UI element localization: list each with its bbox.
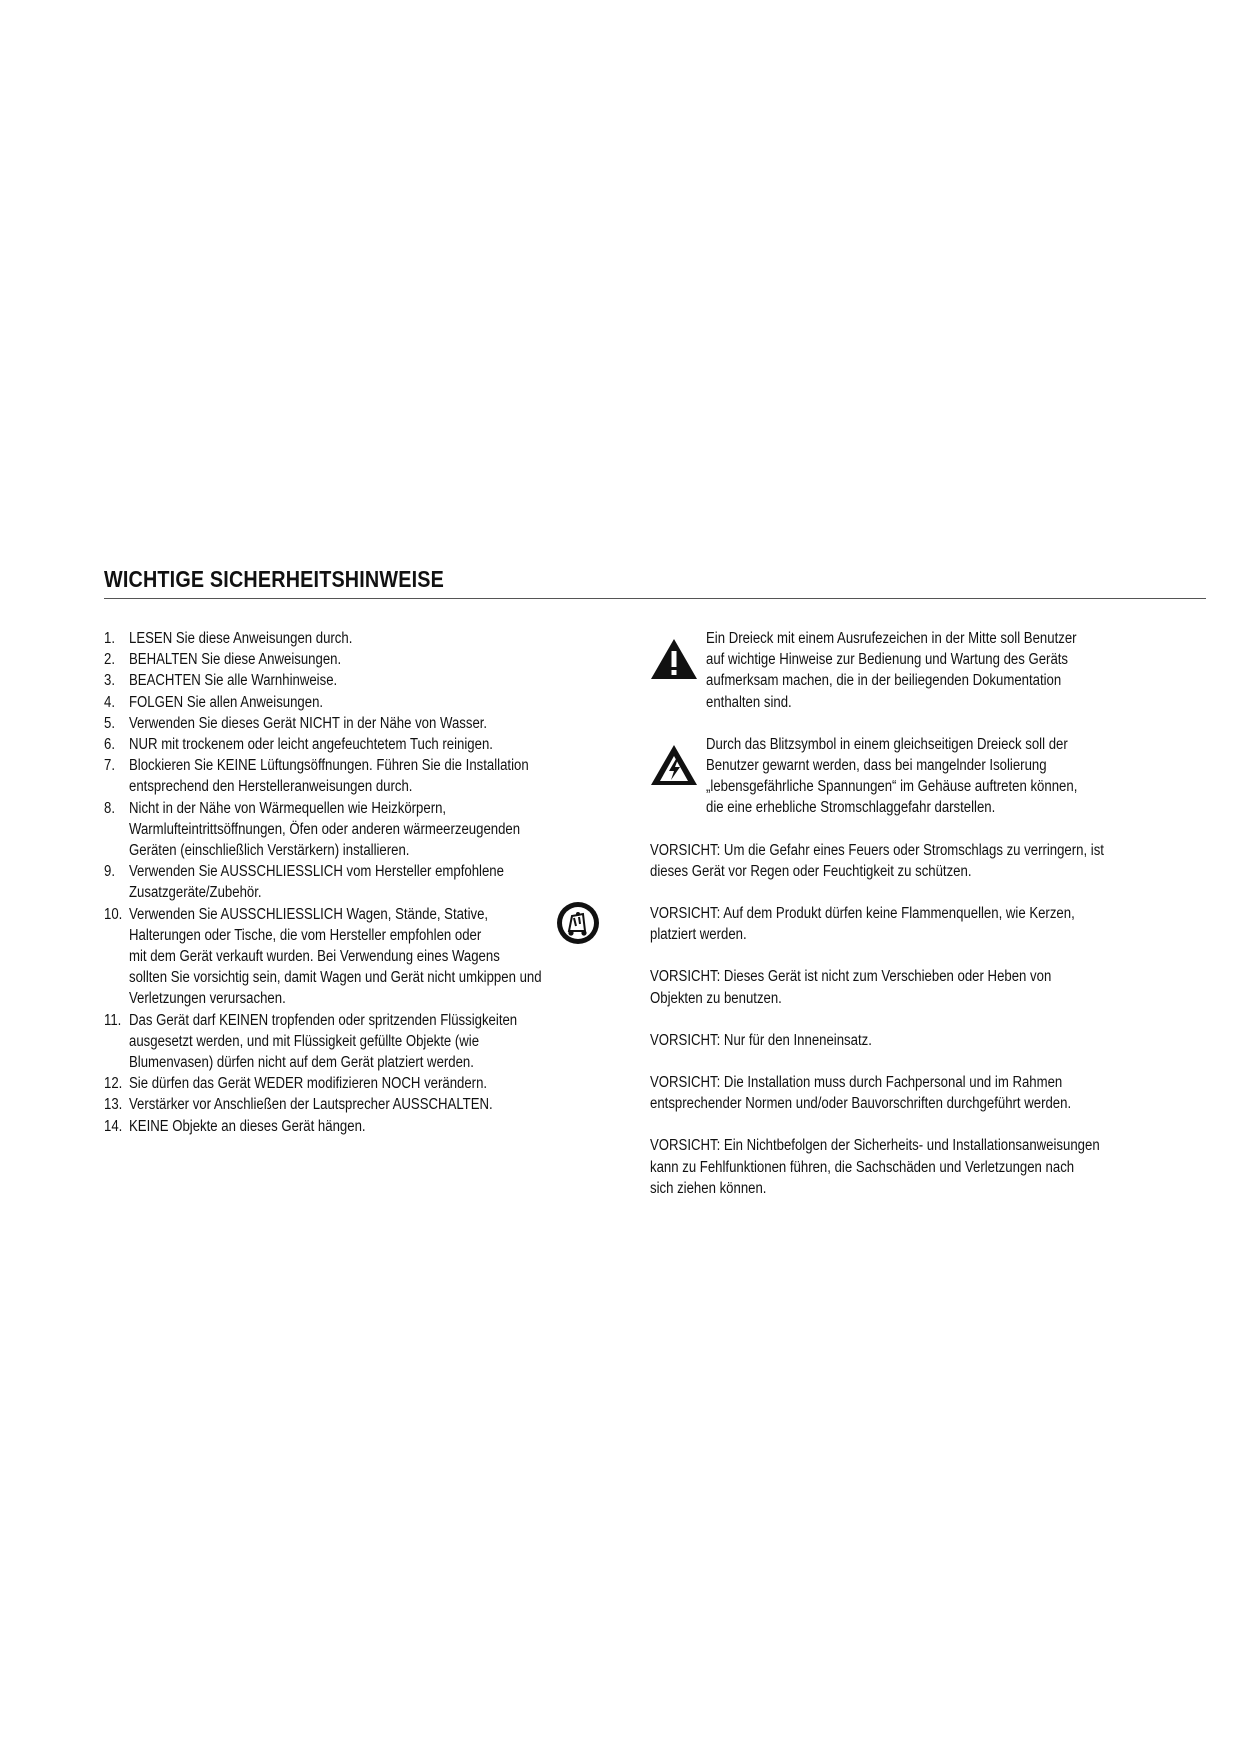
list-item-line: Sie dürfen das Gerät WEDER modifizieren NOCH verändern. <box>129 1075 488 1093</box>
caution-line: platziert werden. <box>650 926 747 944</box>
list-item <box>104 713 644 734</box>
title-divider <box>104 598 1206 599</box>
list-item-number: 9. <box>104 863 115 881</box>
cart-tip-over-warning-icon <box>555 900 601 946</box>
caution-line: VORSICHT: Ein Nichtbefolgen der Sicherheits- und Installationsanweisungen <box>650 1137 1100 1155</box>
list-item-number: 2. <box>104 651 115 669</box>
caution-line: sich ziehen können. <box>650 1179 767 1197</box>
caution-line: VORSICHT: Die Installation muss durch Fachpersonal und im Rahmen <box>650 1074 1063 1092</box>
list-item-line: Verstärker vor Anschließen der Lautsprecher AUSSCHALTEN. <box>129 1096 493 1114</box>
list-item <box>104 734 644 755</box>
caution-paragraph <box>650 903 1160 945</box>
list-item-line: BEACHTEN Sie alle Warnhinweise. <box>129 672 338 690</box>
list-item-number: 5. <box>104 714 115 732</box>
symbol-explanation-line: auf wichtige Hinweise zur Bedienung und Wartung des Geräts <box>706 651 1069 669</box>
caution-line: entsprechender Normen und/oder Bauvorschriften durchgeführt werden. <box>650 1095 1072 1113</box>
list-item-number: 1. <box>104 630 115 647</box>
symbol-explanation-line: Ein Dreieck mit einem Ausrufezeichen in der Mitte soll Benutzer <box>706 630 1077 647</box>
list-item-line: Halterungen oder Tische, die vom Hersteller empfohlen oder <box>129 926 482 944</box>
list-item-number: 14. <box>104 1117 123 1135</box>
caution-paragraph <box>650 840 1160 882</box>
caution-paragraph <box>650 966 1160 1008</box>
list-item-line: ausgesetzt werden, und mit Flüssigkeit gefüllte Objekte (wie <box>129 1032 480 1050</box>
symbol-explanation-line: Benutzer gewarnt werden, dass bei mangelnder Isolierung <box>706 757 1047 775</box>
symbol-explanation-line: „lebensgefährliche Spannungen“ im Gehäuse auftreten können, <box>706 778 1078 796</box>
list-item <box>104 1094 644 1115</box>
symbol-explanation-line: aufmerksam machen, die in der beiliegenden Dokumentation <box>706 672 1062 690</box>
symbol-explanation-line: die eine erhebliche Stromschlaggefahr darstellen. <box>706 799 996 817</box>
page-title: WICHTIGE SICHERHEITSHINWEISE <box>104 566 444 592</box>
list-item-line: Warmlufteintrittsöffnungen, Öfen oder anderen wärmeerzeugenden <box>129 820 521 838</box>
caution-paragraph <box>650 1135 1160 1199</box>
list-item-number: 4. <box>104 693 115 711</box>
caution-line: VORSICHT: Nur für den Inneneinsatz. <box>650 1031 872 1049</box>
instructions-column <box>104 628 644 1137</box>
caution-line: VORSICHT: Dieses Gerät ist nicht zum Verschieben oder Heben von <box>650 968 1052 986</box>
symbol-explanation <box>650 628 1160 713</box>
symbol-explanation-line: enthalten sind. <box>706 693 792 711</box>
lightning-triangle-icon <box>650 744 698 786</box>
list-item-number: 3. <box>104 672 115 690</box>
list-item-line: Verwenden Sie AUSSCHLIESSLICH Wagen, Stände, Stative, <box>129 905 489 923</box>
list-item-number: 8. <box>104 799 115 817</box>
list-item-line: mit dem Gerät verkauft wurden. Bei Verwendung eines Wagens <box>129 948 500 966</box>
list-item-line: Verletzungen verursachen. <box>129 990 286 1008</box>
list-item-line: Nicht in der Nähe von Wärmequellen wie Heizkörpern, <box>129 799 447 817</box>
list-item <box>104 670 644 691</box>
list-item-line: KEINE Objekte an dieses Gerät hängen. <box>129 1117 366 1135</box>
list-item <box>104 692 644 713</box>
list-item-line: Verwenden Sie AUSSCHLIESSLICH vom Hersteller empfohlene <box>129 863 504 881</box>
list-item-line: sollten Sie vorsichtig sein, damit Wagen und Gerät nicht umkippen und <box>129 969 542 987</box>
caution-line: Objekten zu benutzen. <box>650 989 782 1007</box>
list-item-line: Verwenden Sie dieses Gerät NICHT in der Nähe von Wasser. <box>129 714 488 732</box>
list-item-number: 10. <box>104 905 123 923</box>
list-item-number: 13. <box>104 1096 123 1114</box>
list-item-number: 7. <box>104 757 115 775</box>
exclamation-triangle-icon <box>650 638 698 680</box>
list-item <box>104 1010 644 1074</box>
list-item-line: Blumenvasen) dürfen nicht auf dem Gerät platziert werden. <box>129 1054 474 1072</box>
caution-line: VORSICHT: Um die Gefahr eines Feuers oder Stromschlags zu verringern, ist <box>650 841 1104 859</box>
caution-paragraph <box>650 1030 1160 1051</box>
list-item-line: Das Gerät darf KEINEN tropfenden oder spritzenden Flüssigkeiten <box>129 1011 518 1029</box>
symbol-explanation-line: Durch das Blitzsymbol in einem gleichseitigen Dreieck soll der <box>706 735 1068 753</box>
list-item <box>104 1116 644 1137</box>
list-item-line: Zusatzgeräte/Zubehör. <box>129 884 262 902</box>
caution-line: dieses Gerät vor Regen oder Feuchtigkeit zu schützen. <box>650 862 972 880</box>
symbol-explanation <box>650 734 1160 819</box>
caution-line: VORSICHT: Auf dem Produkt dürfen keine Flammenquellen, wie Kerzen, <box>650 905 1075 923</box>
list-item-line: Geräten (einschließlich Verstärkern) installieren. <box>129 842 410 860</box>
list-item-line: entsprechend den Herstelleranweisungen durch. <box>129 778 413 796</box>
list-item-number: 6. <box>104 736 115 754</box>
list-item-number: 11. <box>104 1011 122 1029</box>
caution-line: kann zu Fehlfunktionen führen, die Sachschäden und Verletzungen nach <box>650 1158 1075 1176</box>
list-item <box>104 649 644 670</box>
list-item-line: FOLGEN Sie allen Anweisungen. <box>129 693 324 711</box>
list-item <box>104 861 644 903</box>
list-item-line: Blockieren Sie KEINE Lüftungsöffnungen. Führen Sie die Installation <box>129 757 529 775</box>
list-item <box>104 1073 644 1094</box>
list-item-line: LESEN Sie diese Anweisungen durch. <box>129 630 353 647</box>
caution-paragraph <box>650 1072 1160 1114</box>
list-item <box>104 628 644 649</box>
list-item <box>104 798 644 862</box>
list-item-line: BEHALTEN Sie diese Anweisungen. <box>129 651 342 669</box>
list-item-line: NUR mit trockenem oder leicht angefeuchtetem Tuch reinigen. <box>129 736 493 754</box>
instructions-list <box>104 628 644 1137</box>
list-item <box>104 755 644 797</box>
list-item-number: 12. <box>104 1075 123 1093</box>
warnings-column <box>650 628 1160 1199</box>
